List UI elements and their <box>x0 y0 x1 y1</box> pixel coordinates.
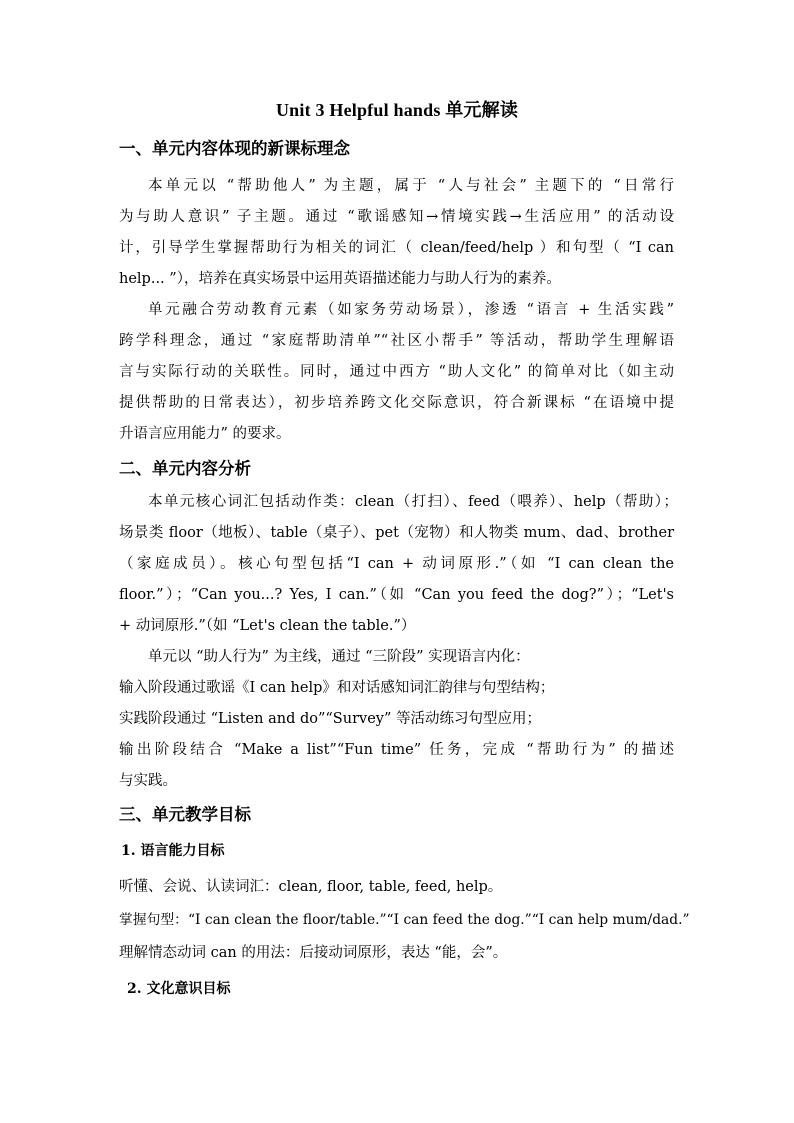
section-heading-3: 三、单元教学目标 <box>119 805 251 824</box>
paragraph-line: floor.”）；“Can you...? Yes, I can.”（如 “Can you feed the dog?”）；“Let's <box>119 587 674 603</box>
paragraph-line: 实践阶段通过 “Listen and do”“Survey” 等活动练习句型应用； <box>119 711 541 727</box>
paragraph-line: 听懂、会说、认读词汇：clean, floor, table, feed, help。 <box>119 879 503 895</box>
subheading-language-ability: 1. 语言能力目标 <box>121 843 225 859</box>
paragraph-line: 为与助人意识” 子主题。通过 “歌谣感知→情境实践→生活应用” 的活动设 <box>119 209 674 225</box>
paragraph-line: 输入阶段通过歌谣《I can help》和对话感知词汇韵律与句型结构； <box>119 680 555 696</box>
paragraph-line: 升语言应用能力” 的要求。 <box>119 426 291 442</box>
paragraph-line: 跨学科理念，通过 “家庭帮助清单”“社区小帮手” 等活动，帮助学生理解语 <box>119 333 674 349</box>
section-heading-1: 一、单元内容体现的新课标理念 <box>119 139 350 158</box>
paragraph-line: help... ”），培养在真实场景中运用英语描述能力与助人行为的素养。 <box>119 271 561 287</box>
paragraph-line: 与实践。 <box>119 773 177 789</box>
paragraph-line: 单元融合劳动教育元素（如家务劳动场景），渗透 “语言 + 生活实践” <box>148 302 674 318</box>
subheading-cultural-awareness: 2. 文化意识目标 <box>127 981 231 997</box>
paragraph-line: 输出阶段结合 “Make a list”“Fun time” 任务，完成 “帮助行为” 的描述 <box>119 742 674 758</box>
paragraph-line: 提供帮助的日常表达），初步培养跨文化交际意识，符合新课标 “在语境中提 <box>119 395 674 411</box>
paragraph-line: （家庭成员）。核心句型包括“I can + 动词原形.”（如 “I can clean the <box>119 556 674 572</box>
paragraph-line: 本单元核心词汇包括动作类：clean（打扫）、feed（喂养）、help（帮助）； <box>148 494 678 510</box>
paragraph-line: + 动词原形.”（如 “Let's clean the table.”） <box>119 618 416 634</box>
paragraph-line: 场景类 floor（地板）、table（桌子）、pet（宠物）和人物类 mum、dad、brother <box>119 525 674 541</box>
document-title: Unit 3 Helpful hands 单元解读 <box>275 100 519 120</box>
paragraph-line: 本单元以 “帮助他人” 为主题，属于 “人与社会” 主题下的 “日常行 <box>148 178 674 194</box>
paragraph-line: 理解情态动词 can 的用法：后接动词原形，表达 “能，会”。 <box>119 945 508 961</box>
section-heading-2: 二、单元内容分析 <box>119 459 251 478</box>
paragraph-line: 单元以 “助人行为” 为主线，通过 “三阶段” 实现语言内化： <box>148 649 530 665</box>
paragraph-line: 言与实际行动的关联性。同时，通过中西方 “助人文化” 的简单对比（如主动 <box>119 364 674 380</box>
paragraph-line: 掌握句型：“I can clean the floor/table.”“I can feed the dog.”“I can help mum/dad.” <box>119 912 690 928</box>
paragraph-line: 计，引导学生掌握帮助行为相关的词汇（ clean/feed/help ）和句型（ “I can <box>119 240 674 256</box>
